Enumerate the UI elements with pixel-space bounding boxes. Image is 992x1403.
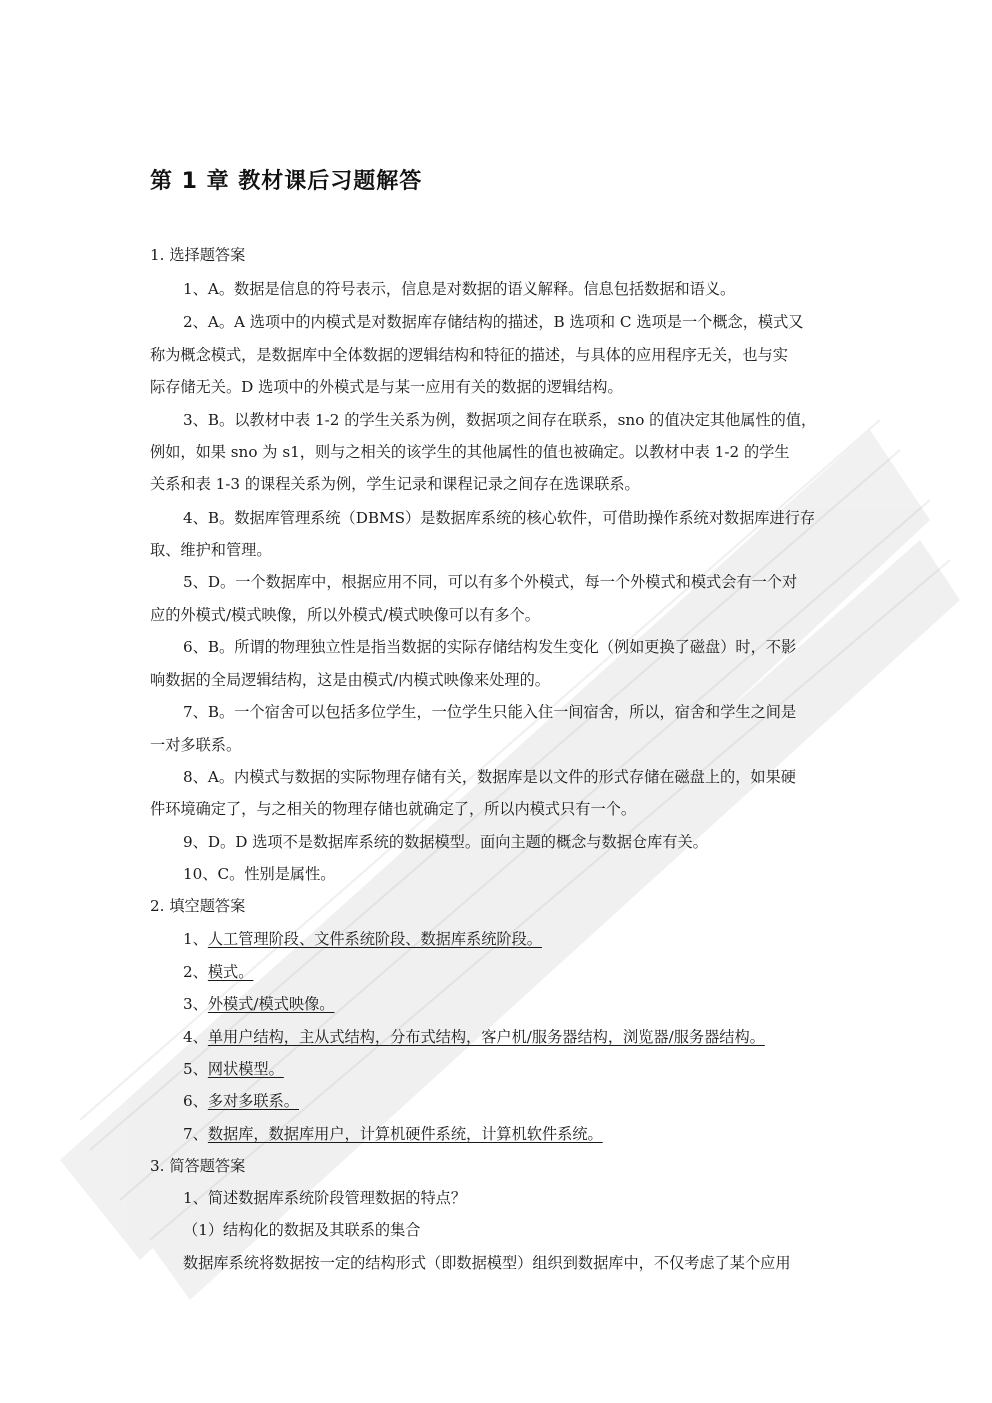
section-heading-short: 3. 简答题答案 [150,1157,246,1175]
answer-line: 取、维护和管理。 [150,541,272,559]
answer-line: 称为概念模式，是数据库中全体数据的逻辑结构和特征的描述，与具体的应用程序无关，也与实 [150,346,788,364]
fill-answer [183,1059,845,1079]
fill-answer [183,1124,845,1144]
fill-answer [183,929,845,949]
fill-text: 多对多联系。 [207,1092,299,1110]
chapter-title: 第 1 章 教材课后习题解答 [150,169,423,194]
fill-number: 1、 [183,930,208,948]
answer-line: 6、B。所谓的物理独立性是指当数据的实际存储结构发生变化（例如更换了磁盘）时，不影 [183,638,797,656]
fill-answer [183,962,845,982]
fill-number: 4、 [183,1028,208,1046]
answer-line: 关系和表 1-3 的课程关系为例，学生记录和课程记录之间存在选课联系。 [150,475,640,493]
fill-number: 3、 [183,995,208,1013]
fill-number: 2、 [183,963,208,981]
fill-text: 单用户结构，主从式结构，分布式结构，客户机/服务器结构，浏览器/服务器结构。 [207,1028,765,1046]
fill-answer [183,994,845,1014]
answer-line: 7、B。一个宿舍可以包括多位学生，一位学生只能入住一间宿舍，所以，宿舍和学生之间是 [183,703,797,721]
answer-line: 2、A。A 选项中的内模式是对数据库存储结构的描述，B 选项和 C 选项是一个概念，模式又 [183,313,804,331]
subheading-line: （1）结构化的数据及其联系的集合 [183,1221,421,1239]
answer-line: 5、D。一个数据库中，根据应用不同，可以有多个外模式，每一个外模式和模式会有一个对 [183,573,798,591]
fill-text: 数据库，数据库用户，计算机硬件系统，计算机软件系统。 [207,1125,603,1143]
fill-text: 外模式/模式映像。 [207,995,335,1013]
answer-line: 响数据的全局逻辑结构，这是由模式/内模式映像来处理的。 [150,671,550,689]
body-line: 数据库系统将数据按一定的结构形式（即数据模型）组织到数据库中，不仅考虑了某个应用 [183,1254,791,1272]
answer-line: 9、D。D 选项不是数据库系统的数据模型。面向主题的概念与数据仓库有关。 [183,833,708,851]
answer-line: 际存储无关。D 选项中的外模式是与某一应用有关的数据的逻辑结构。 [150,378,623,396]
question-line: 1、简述数据库系统阶段管理数据的特点？ [183,1189,467,1207]
fill-text: 人工管理阶段、文件系统阶段、数据库系统阶段。 [207,930,542,948]
fill-number: 7、 [183,1125,208,1143]
answer-line: 应的外模式/模式映像，所以外模式/模式映像可以有多个。 [150,606,540,624]
answer-line: 件环境确定了，与之相关的物理存储也就确定了，所以内模式只有一个。 [150,800,636,818]
section-heading-fill: 2. 填空题答案 [150,897,246,915]
fill-text: 模式。 [207,963,254,981]
answer-line: 例如，如果 sno 为 s1，则与之相关的该学生的其他属性的值也被确定。以教材中表 1-2 的学生 [150,443,790,461]
fill-number: 6、 [183,1092,208,1110]
answer-line: 10、C。性别是属性。 [183,865,336,883]
section-heading-choice: 1. 选择题答案 [150,246,246,264]
fill-text: 网状模型。 [207,1060,284,1078]
fill-answer [183,1091,845,1111]
fill-answer [183,1027,845,1047]
fill-number: 5、 [183,1060,208,1078]
answer-line: 一对多联系。 [150,736,242,754]
answer-line: 8、A。内模式与数据的实际物理存储有关，数据库是以文件的形式存储在磁盘上的，如果硬 [183,768,796,786]
answer-line: 3、B。以教材中表 1-2 的学生关系为例，数据项之间存在联系，sno 的值决定其他属性的值， [183,411,817,429]
answer-line: 4、B。数据库管理系统（DBMS）是数据库系统的核心软件，可借助操作系统对数据库进行存 [183,509,816,527]
answer-line: 1、A。数据是信息的符号表示，信息是对数据的语义解释。信息包括数据和语义。 [183,280,736,298]
